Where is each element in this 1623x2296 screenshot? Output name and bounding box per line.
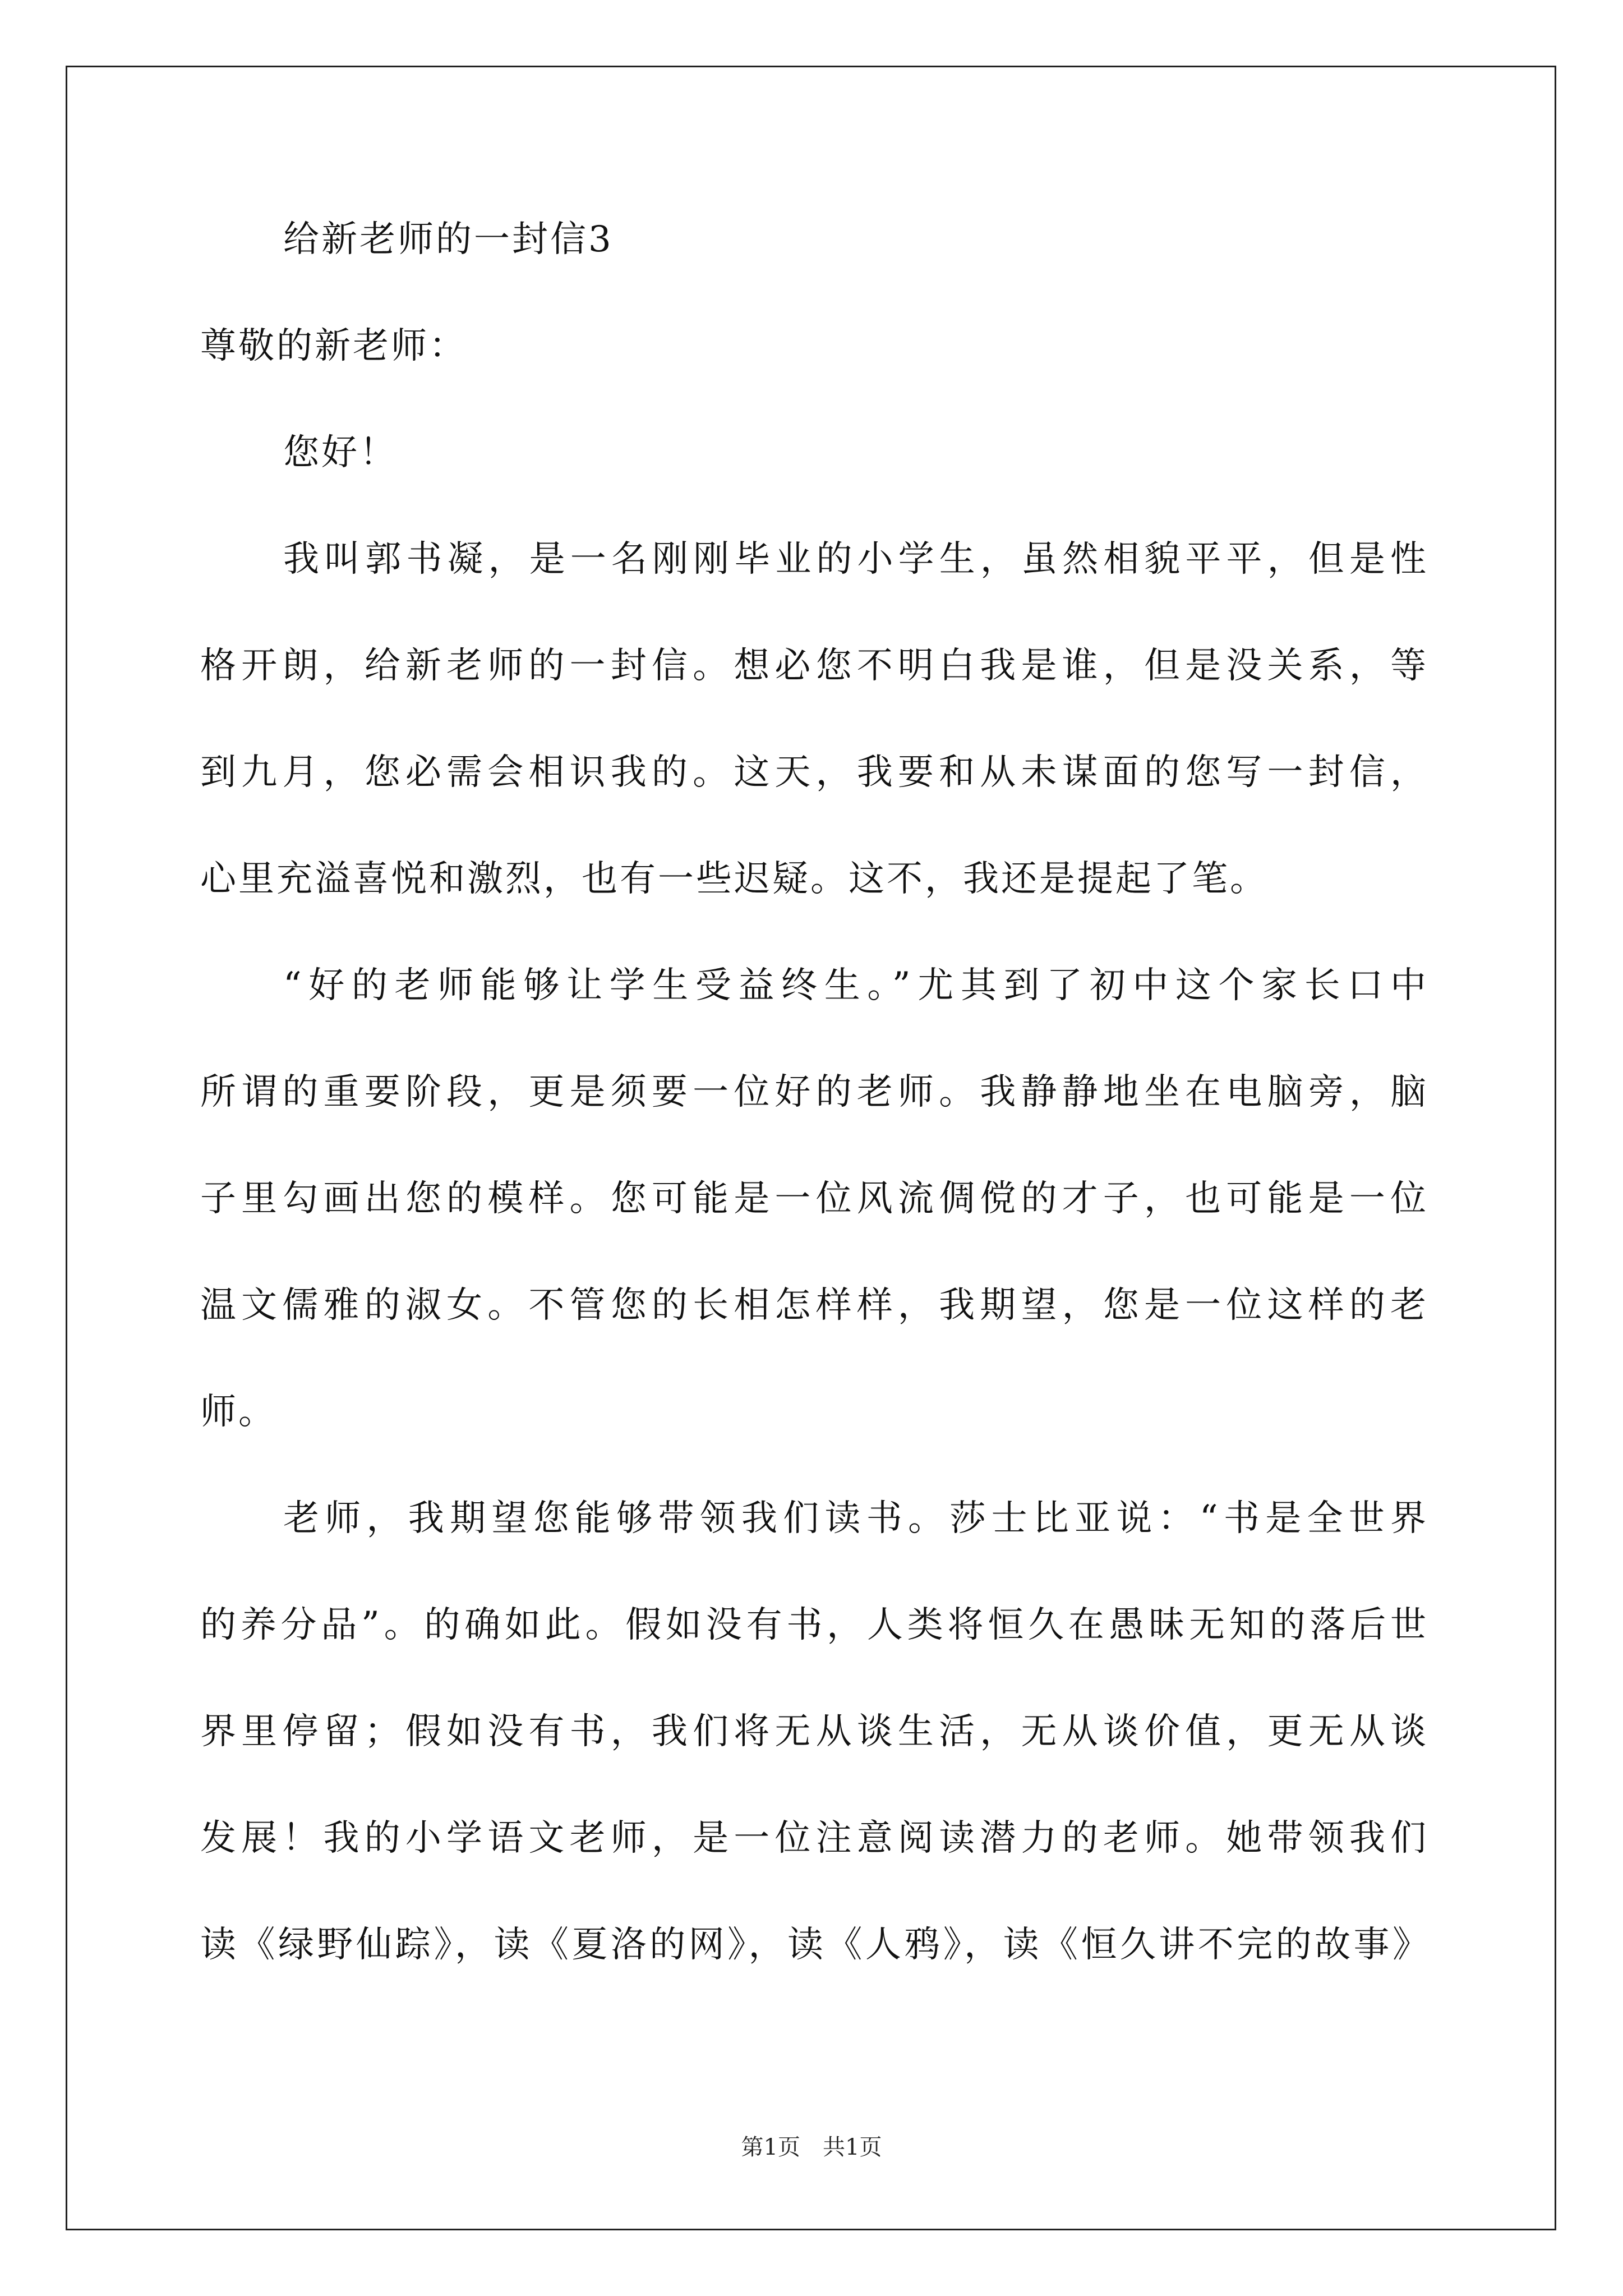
paragraph-1-line-2: 格开朗，给新老师的一封信。想必您不明白我是谁，但是没关系，等 bbox=[200, 645, 1428, 687]
paragraph-1-line-1: 我叫郭书凝，是一名刚刚毕业的小学生，虽然相貌平平，但是性 bbox=[283, 539, 1428, 580]
paragraph-2-line-4: 温文儒雅的淑女。不管您的长相怎样样，我期望，您是一位这样的老 bbox=[200, 1285, 1428, 1326]
paragraph-2-line-3: 子里勾画出您的模样。您可能是一位风流倜傥的才子，也可能是一位 bbox=[200, 1178, 1428, 1220]
greeting: 您好！ bbox=[283, 432, 398, 473]
salutation: 尊敬的新老师： bbox=[200, 325, 467, 367]
document-title: 给新老师的一封信3 bbox=[283, 219, 614, 260]
page-border bbox=[66, 66, 1556, 2230]
paragraph-3-line-2: 的养分品”。的确如此。假如没有书，人类将恒久在愚昧无知的落后世 bbox=[200, 1604, 1428, 1646]
paragraph-2-line-5: 师。 bbox=[200, 1391, 276, 1433]
paragraph-1-line-4: 心里充溢喜悦和激烈，也有一些迟疑。这不，我还是提起了笔。 bbox=[200, 858, 1268, 900]
paragraph-3-line-5: 读《绿野仙踪》，读《夏洛的网》，读《人鸦》，读《恒久讲不完的故事》 bbox=[200, 1924, 1428, 1966]
paragraph-3-line-4: 发展！我的小学语文老师，是一位注意阅读潜力的老师。她带领我们 bbox=[200, 1818, 1428, 1859]
paragraph-2-line-1: “好的老师能够让学生受益终生。”尤其到了初中这个家长口中 bbox=[283, 965, 1428, 1006]
paragraph-1-line-3: 到九月，您必需会相识我的。这天，我要和从未谋面的您写一封信， bbox=[200, 752, 1428, 793]
paragraph-3-line-1: 老师，我期望您能够带领我们读书。莎士比亚说：“书是全世界 bbox=[283, 1498, 1428, 1539]
paragraph-2-line-2: 所谓的重要阶段，更是须要一位好的老师。我静静地坐在电脑旁，脑 bbox=[200, 1071, 1428, 1113]
paragraph-3-line-3: 界里停留；假如没有书，我们将无从谈生活，无从谈价值，更无从谈 bbox=[200, 1711, 1428, 1752]
page-footer bbox=[0, 2136, 1623, 2159]
page-indicator: 第1页 共1页 bbox=[741, 2134, 882, 2160]
